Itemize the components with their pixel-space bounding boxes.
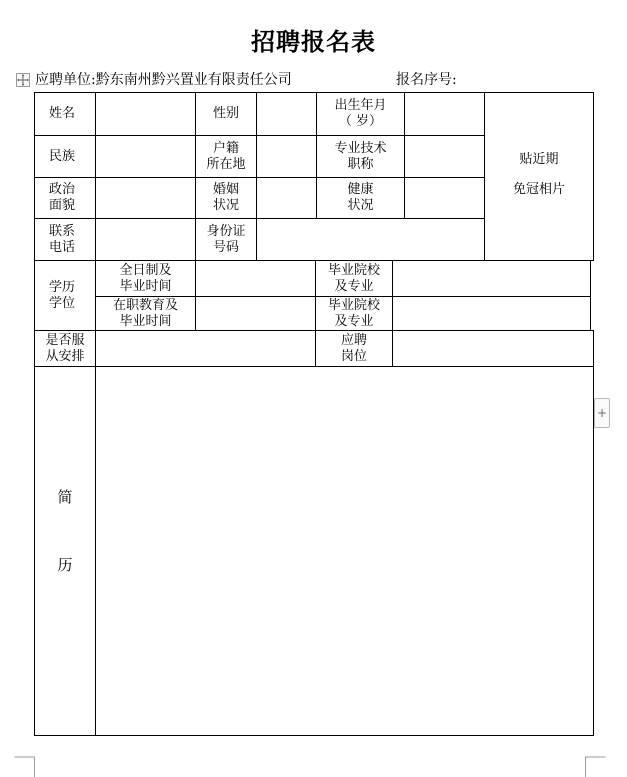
phone-field[interactable] (96, 219, 195, 260)
marital-status-label: 婚姻 状况 (212, 182, 239, 213)
serial-number-label: 报名序号: (396, 72, 457, 88)
marital-status-field[interactable] (257, 178, 316, 218)
phone-label: 联系 电话 (49, 223, 76, 255)
obey-arrangement-field[interactable] (96, 331, 315, 366)
ethnicity-field[interactable] (96, 136, 195, 177)
photo-area: 贴近期 免冠相片 (512, 151, 565, 197)
health-label: 健康 状况 (347, 182, 374, 213)
inservice-education-field[interactable] (196, 297, 315, 330)
resume-label: 简 历 (57, 488, 73, 574)
id-number-field[interactable] (257, 219, 484, 260)
gender-field[interactable] (257, 93, 316, 135)
name-field[interactable] (96, 93, 195, 135)
political-status-label: 政治 面貌 (49, 182, 76, 213)
inservice-school-major-label: 毕业院校 及专业 (327, 297, 380, 329)
page-corner-marks (15, 757, 606, 777)
inservice-school-major-field[interactable] (393, 297, 590, 330)
hukou-field[interactable] (257, 136, 316, 177)
id-number-label: 身份证 号码 (206, 223, 246, 255)
company-label: 应聘单位:黔东南州黔兴置业有限责任公司 (35, 72, 292, 88)
hukou-label: 户籍 所在地 (206, 140, 246, 172)
position-field[interactable] (393, 331, 593, 366)
resume-field[interactable] (96, 367, 593, 735)
professional-title-label: 专业技术 职称 (334, 140, 387, 172)
fulltime-education-field[interactable] (196, 261, 315, 296)
gender-label: 性别 (212, 106, 239, 121)
obey-arrangement-label: 是否服 从安排 (45, 332, 85, 364)
professional-title-field[interactable] (405, 136, 484, 177)
inservice-education-label: 在职教育及 毕业时间 (112, 297, 178, 329)
position-label: 应聘 岗位 (340, 332, 367, 364)
form-title: 招聘报名表 (251, 28, 376, 56)
political-status-field[interactable] (96, 178, 195, 218)
health-field[interactable] (405, 178, 484, 218)
birth-label: 出生年月 （ 岁） (334, 98, 387, 129)
fulltime-education-label: 全日制及 毕业时间 (119, 262, 172, 294)
birth-field[interactable] (405, 93, 484, 135)
add-column-button[interactable]: + (594, 398, 610, 428)
fulltime-school-major-label: 毕业院校 及专业 (327, 262, 380, 294)
ethnicity-label: 民族 (49, 148, 76, 164)
fulltime-school-major-field[interactable] (393, 261, 590, 296)
name-label: 姓名 (49, 106, 76, 121)
education-label: 学历 学位 (49, 279, 76, 311)
